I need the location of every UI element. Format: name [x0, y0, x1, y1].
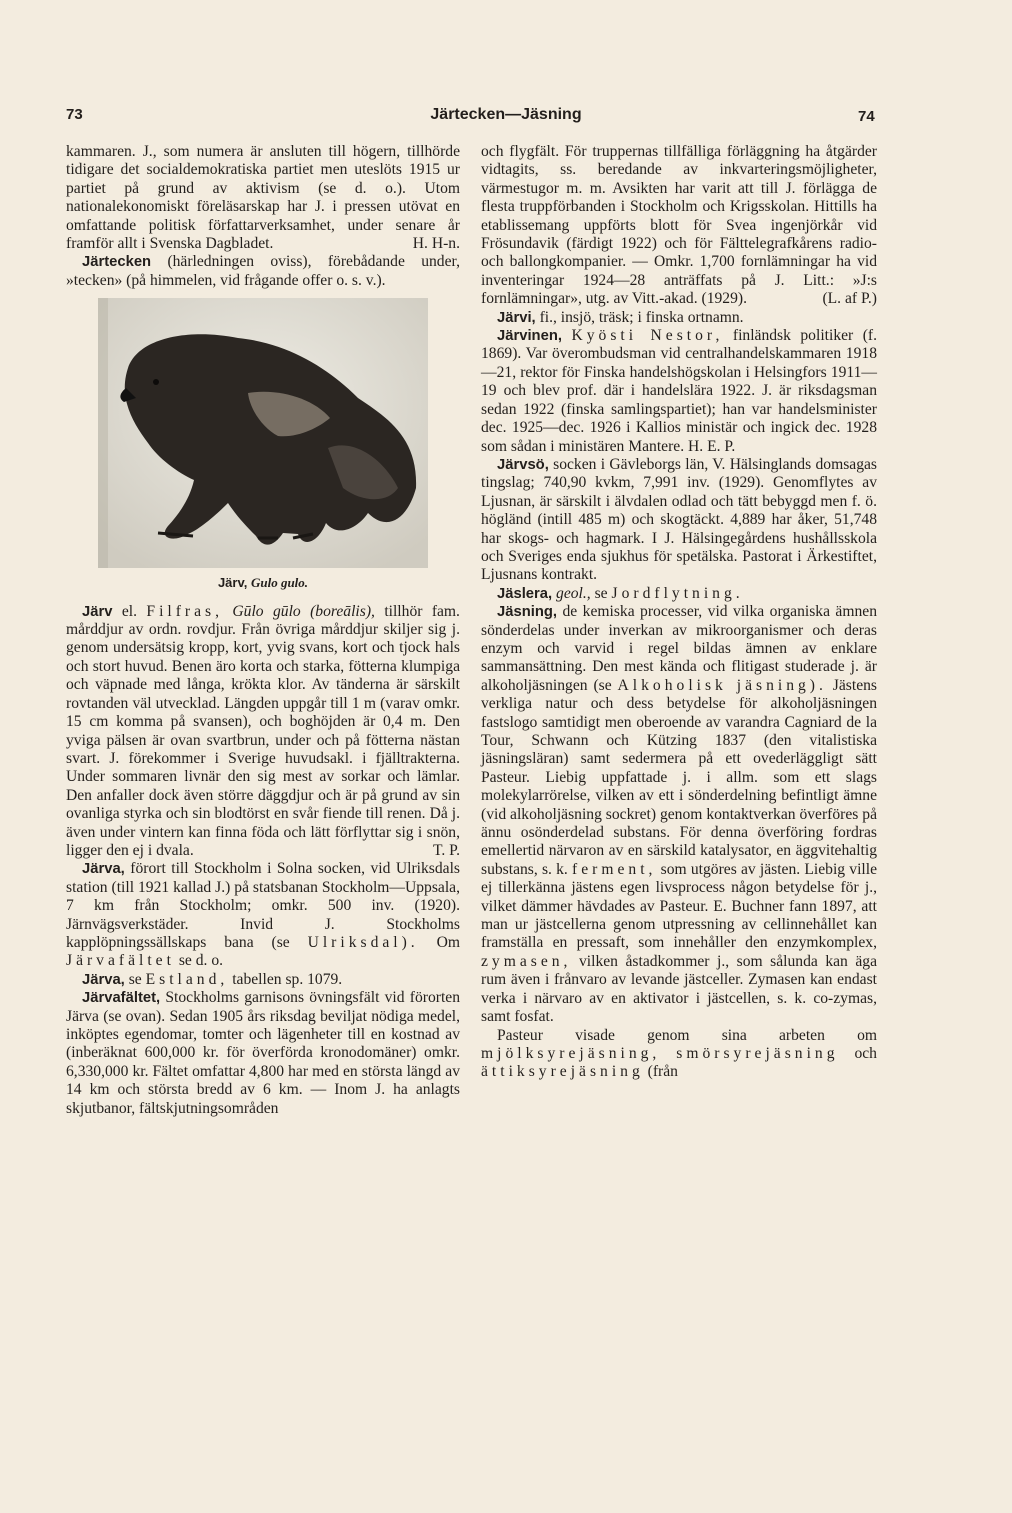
- headword: Järvafältet,: [82, 990, 161, 1007]
- entry-jartecken: Järtecken (härledningen oviss), förebådande under, »tecken» (på himmelen, vid frågande offer o. s. v.).: [66, 253, 460, 289]
- entry-jarvi: Järvi, fi., insjö, träsk; i finska ortnamn.: [497, 308, 744, 326]
- entry-jaslera: Jäslera, geol., se Jordflytning.: [497, 584, 744, 602]
- wolverine-photo: [98, 298, 428, 568]
- signature: H. E. P.: [688, 437, 736, 455]
- headword: Jäslera,: [497, 585, 553, 602]
- headword: Järv: [82, 603, 113, 620]
- headword: Jäsning,: [497, 604, 558, 621]
- right-column: [481, 143, 877, 1082]
- headword: Järvsö,: [497, 456, 549, 473]
- figure-wolverine: [66, 298, 460, 592]
- headword: Järva,: [82, 861, 125, 878]
- figure-caption: Järv, Gulo gulo.: [217, 575, 309, 591]
- entry-jasning: Jäsning, de kemiska processer, vid vilka organiska ämnen sönderdelas under inverkan av mikroorganismer och deras enzym och varvid i regel bildas ämnen av enklare sammansättning. Den mest kända och flitigast studerade j. är alkoholjäsningen (se Alkoholisk jäsning). Jästens verkliga natur och dess betydelse för alkoholjäsningen fastslogo samtidigt men oberoende av varandra Cagniard de la Tour, Schwann och Kützing 1837 (den vitalistiska jäsningsläran) samt sedermera på ett ovederläggligt sätt Pasteur. Liebig uppfattade j. i allm. som ett slags molekylarrörelse, vilken av ett i sönderdelning befintligt ämne (vid alkoholjäsning sockret) genom kontaktverkan överföres på ännu osönderdelad substans. För denna överföring fordras emellertid närvaron av en särskild katalysator, en äggvitehaltig substans, s. k. ferment, som utgöres av jästen. Liebig ville ej tillerkänna jästens egen livsprocess någon betydelse för j., vilket dämmer hävdades av Pasteur. E. Buchner fann 1897, att man ur jästcellerna genom utpressning av cellinnehållet kan framställa en pressaft, som innehåller den enzymkomplex, zymasen, vilken åstadkommer j., som sålunda kan äga rum även i frånvaro av levande jästceller. Zymasen kan endast verka i närvaro av en aktivator i jästcellen, s. k. co-zymas, samt fosfat.: [481, 603, 877, 1026]
- headword: Järvinen,: [497, 328, 562, 345]
- signature: H. H-n.: [412, 235, 460, 253]
- entry-continued: kammaren. J., som numera är ansluten till högern, tillhörde tidigare det socialdemokratiska partiet men uteslöts 1915 ur partiet på grund av aktivism (se d. o.). Utom nationalekonomiskt föreläsarskap har J. i pressen utövat en omfattande politisk författarverksamhet, under senare år framför allt i Svenska Dagbladet. H. H-n.: [66, 143, 460, 253]
- entry-jarva: Järva, förort till Stockholm i Solna socken, vid Ulriksdals station (till 1921 kallad J.) på statsbanan Stockholm—Uppsala, 7 km från Stockholm; omkr. 500 inv. (1920). Järnvägsverkstäder. Invid J. Stockholms kapplöpningssällskaps bana (se Ulriksdal). Om Järvafältet se d. o.: [66, 860, 460, 970]
- entry-jarvafaltet: Järvafältet, Stockholms garnisons övningsfält vid förorten Järva (se ovan). Sedan 1905 års riksdag beviljat nödiga medel, inköptes egendomar, tomter och lägenheter till en kostnad av (inberäknat 600,000 kr. för överförda kronodomäner) omkr. 6,330,000 kr. Fältet omfattar 4,800 har med en största längd av 14 km och största bredd av 6 km. — Inom J. ha anlagts skjutbanor, fältskjutningsområden: [66, 989, 460, 1117]
- signature: T. P.: [432, 841, 460, 859]
- entry-continued: och flygfält. För truppernas tillfälliga förläggning ha åtgärder vidtagits, ss. beredande av inkvarteringsmöjligheter, värmestugor m. m. Avsikten har varit att till J. förlägga de flesta truppförbanden i Stockholm och Krigsskolan. Hittills ha etablissemang uppförts blott för Svea ingenjörkår vid Frösundavik (färdigt 1922) och för Fälttelegrafkårens radio- och ballongkompanier. — Omkr. 1,700 fornlämningar ha vid inventeringar 1924—28 anträffats på J. Litt.: »J:s fornlämningar», utg. av Vitt.-akad. (1929). (L. af P.): [481, 143, 877, 308]
- entry-jarva-2: Järva, se Estland, tabellen sp. 1079.: [82, 970, 343, 988]
- entry-jasning-2: Pasteur visade genom sina arbeten om mjölksyrejäsning, smörsyrejäsning och ättiksyrejäsning (från: [481, 1026, 877, 1081]
- page-number-left: 73: [66, 106, 83, 123]
- entry-jarvso: Järvsö, socken i Gävleborgs län, V. Hälsinglands domsagas tingslag; 740,90 kvkm, 7,991 inv. (1929). Genomflytes av Ljusnan, är särskilt i älvdalen odlad och tätt bebyggd men f. ö. högländ (intill 485 m) och skogtäckt. 4,889 har åker, 51,748 har skogs- och hagmark. I J. Hälsingegårdens hushållsskola och Sveriges enda sjukhus för spetälska. Pastorat i Ärkestiftet, Ljusnans kontrakt.: [481, 455, 877, 584]
- page-header: [0, 102, 1012, 132]
- left-column: [66, 143, 460, 1118]
- headword: Järva,: [82, 971, 125, 988]
- running-title: Järtecken—Jäsning: [430, 106, 582, 123]
- headword: Järvi,: [497, 309, 536, 326]
- signature: (L. af P.): [822, 290, 877, 308]
- headword: Järtecken: [82, 254, 152, 271]
- entry-jarvinen: Järvinen, Kyösti Nestor, finländsk politiker (f. 1869). Var överombudsman vid centralhandelskammaren 1918—21, rektor för Finska handelshögskolan i Helsingfors 1911—19 och blev prof. där i handelslära 1922. J. är riksdagsman sedan 1922 (finska samlingspartiet); han var handelsminister dec. 1925—dec. 1926 i Kallios ministär och ingick dec. 1928 som sådan i ministären Mantere. H. E. P.: [481, 327, 877, 455]
- entry-jarv: Järv el. Filfras, Gūlo gūlo (boreālis), tillhör fam. mårddjur av ordn. rovdjur. Från övriga mårddjur skiljer sig j. genom undersätsig kropp, kort, yvig svans, kort och tjock hals och stort huvud. Benen äro korta och starka, fötterna klumpiga och väpnade med långa, krökta klor. Av tänderna är särskilt rovtanden väl utvecklad. Längden uppgår till 1 m (varav omkr. 15 cm komma på svansen), och boghöjden är 0,4 m. Den yviga pälsen är ovan svartbrun, under och på fötterna nästan svart. J. förekommer i Sverige huvudsakl. i fjälltrakterna. Under sommaren livnär den sig mest av sorkar och lämlar. Den anfaller dock även större däggdjur och är på grund av sin ovanliga styrka och sin blodtörst en svår fiende till renen. Då j. även under vintern kan finna föda och lätt förflyttar sig i snön, ligger den ej i dvala. T. P.: [66, 602, 460, 859]
- page-number-right: 74: [858, 108, 875, 125]
